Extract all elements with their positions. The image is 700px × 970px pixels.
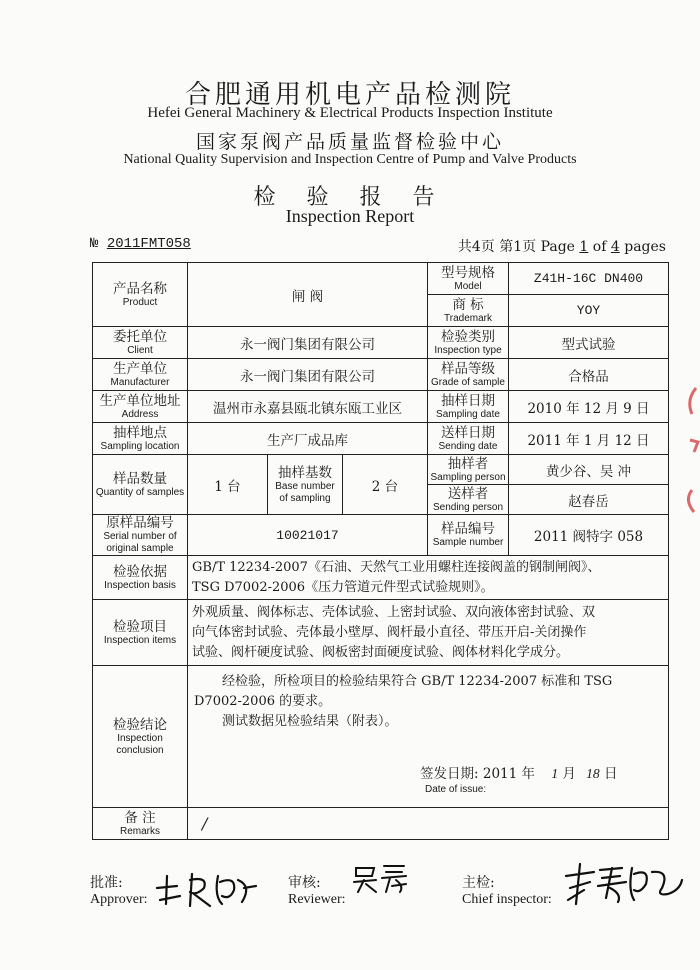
trademark-value: YOY — [509, 295, 669, 327]
page-info — [458, 236, 666, 256]
centre-name-cn: 国家泵阀产品质量监督检验中心 — [195, 131, 504, 153]
institute-name-en: Hefei General Machinery & Electrical Products Inspection Institute — [147, 105, 553, 121]
reviewer-label-en: Reviewer: — [288, 892, 346, 907]
items-line-1: 外观质量、阀体标志、壳体试验、上密封试验、双向液体密封试验、双 — [192, 604, 596, 620]
product-value: 闸 阀 — [188, 263, 428, 327]
issue-date-month: 1 — [551, 766, 559, 781]
sampling-location-value: 生产厂成品库 — [188, 423, 428, 455]
base-number-label: 抽样基数 Base number of sampling — [268, 455, 343, 515]
issue-date — [420, 762, 617, 782]
issue-date-day: 18 — [586, 766, 600, 781]
inspection-type-value: 型式试验 — [509, 327, 669, 359]
issue-date-day-unit: 日 — [603, 766, 618, 782]
serial-number-value: 10021017 — [188, 515, 428, 556]
serial-number-label: 原样品编号 Serial number of original sample — [93, 515, 188, 556]
conclusion-label: 检验结论 Inspection conclusion — [93, 666, 188, 808]
sampling-date-value: 2010 年 12 月 9 日 — [509, 391, 669, 423]
approver-label-cn: 批准: — [90, 875, 123, 891]
approver-block — [90, 872, 148, 908]
sampling-person-label: 抽样者 Sampling person — [428, 455, 509, 485]
sending-person-value: 赵春岳 — [509, 485, 669, 515]
conclusion-line-3: 测试数据见检验结果（附表）。 — [222, 714, 398, 729]
client-value: 永一阀门集团有限公司 — [188, 327, 428, 359]
issue-date-label: 签发日期: — [420, 766, 479, 782]
approver-signature — [152, 866, 262, 916]
quantity-value: 1 台 — [188, 455, 268, 515]
client-label: 委托单位 Client — [93, 327, 188, 359]
report-title-cn: 检 验 报 告 — [253, 185, 447, 210]
report-table — [92, 262, 669, 840]
manufacturer-label: 生产单位 Manufacturer — [93, 359, 188, 391]
issue-date-year: 2011 年 — [482, 766, 536, 782]
sampling-person-value: 黄少谷、吴 冲 — [509, 455, 669, 485]
report-number-prefix: № — [90, 236, 99, 252]
model-value: Z41H-16C DN400 — [509, 263, 669, 295]
approver-label-en: Approver: — [90, 892, 148, 907]
sample-number-label: 样品编号 Sample number — [428, 515, 509, 556]
quantity-label: 样品数量 Quantity of samples — [93, 455, 188, 515]
basis-line-1: GB/T 12234-2007《石油、天然气工业用螺柱连接阀盖的钢制闸阀》、 — [192, 559, 601, 575]
grade-value: 合格品 — [509, 359, 669, 391]
reviewer-block — [288, 872, 346, 908]
signature-row — [90, 872, 690, 932]
sampling-date-label: 抽样日期 Sampling date — [428, 391, 509, 423]
trademark-label: 商 标 Trademark — [428, 295, 509, 327]
report-number-value: 2011FMT058 — [106, 236, 191, 252]
address-label: 生产单位地址 Address — [93, 391, 188, 423]
items-value — [188, 600, 669, 666]
sampling-location-label: 抽样地点 Sampling location — [93, 423, 188, 455]
chief-inspector-label-cn: 主检: — [462, 875, 495, 891]
conclusion-line-2: D7002-2006 的要求。 — [194, 694, 332, 709]
sending-date-label: 送样日期 Sending date — [428, 423, 509, 455]
sample-number-value: 2011 阀特字 058 — [509, 515, 669, 556]
inspection-type-label: 检验类别 Inspection type — [428, 327, 509, 359]
model-label: 型号规格 Model — [428, 263, 509, 295]
institute-name-cn: 合肥通用机电产品检测院 — [184, 80, 515, 110]
page-of: of — [592, 239, 607, 255]
page-current: 1 — [579, 239, 589, 255]
conclusion-line-1: 经检验，所检项目的检验结果符合 GB/T 12234-2007 标准和 TSG — [222, 674, 613, 689]
product-label: 产品名称 Product — [93, 263, 188, 327]
basis-value — [188, 556, 669, 600]
manufacturer-value: 永一阀门集团有限公司 — [188, 359, 428, 391]
basis-label: 检验依据 Inspection basis — [93, 556, 188, 600]
basis-line-2: TSG D7002-2006《压力管道元件型式试验规则》。 — [192, 579, 494, 595]
issue-date-month-unit: 月 — [562, 766, 576, 782]
chief-inspector-label-en: Chief inspector: — [462, 892, 552, 907]
items-line-2: 向气体密封试验、壳体最小壁厚、阀杆最小直径、带压开启-关闭操作 — [192, 624, 587, 640]
sending-person-label: 送样者 Sending person — [428, 485, 509, 515]
report-number — [90, 236, 191, 252]
issue-date-label-en: Date of issue: — [425, 784, 487, 795]
page-pages-label: pages — [624, 239, 666, 255]
remarks-value: / — [188, 808, 669, 840]
centre-name-en: National Quality Supervision and Inspection Centre of Pump and Valve Products — [123, 152, 577, 167]
base-number-value: 2 台 — [343, 455, 428, 515]
reviewer-label-cn: 审核: — [288, 875, 321, 891]
chief-inspector-signature — [560, 860, 690, 910]
reviewer-signature — [352, 862, 416, 896]
report-title-en: Inspection Report — [285, 206, 415, 226]
address-value: 温州市永嘉县瓯北镇东瓯工业区 — [188, 391, 428, 423]
page-info-page-label: Page — [540, 239, 575, 255]
page-total: 4 — [610, 239, 620, 255]
sending-date-value: 2011 年 1 月 12 日 — [509, 423, 669, 455]
page-info-cn: 共4页 第1页 — [457, 239, 537, 255]
items-line-3: 试验、阀杆硬度试验、阀板密封面硬度试验、阀体材料化学成分。 — [192, 644, 570, 660]
chief-inspector-block — [462, 872, 552, 908]
grade-label: 样品等级 Grade of sample — [428, 359, 509, 391]
items-label: 检验项目 Inspection items — [93, 600, 188, 666]
seal-edge — [682, 380, 700, 530]
remarks-label: 备 注 Remarks — [93, 808, 188, 840]
conclusion-value — [188, 666, 669, 808]
